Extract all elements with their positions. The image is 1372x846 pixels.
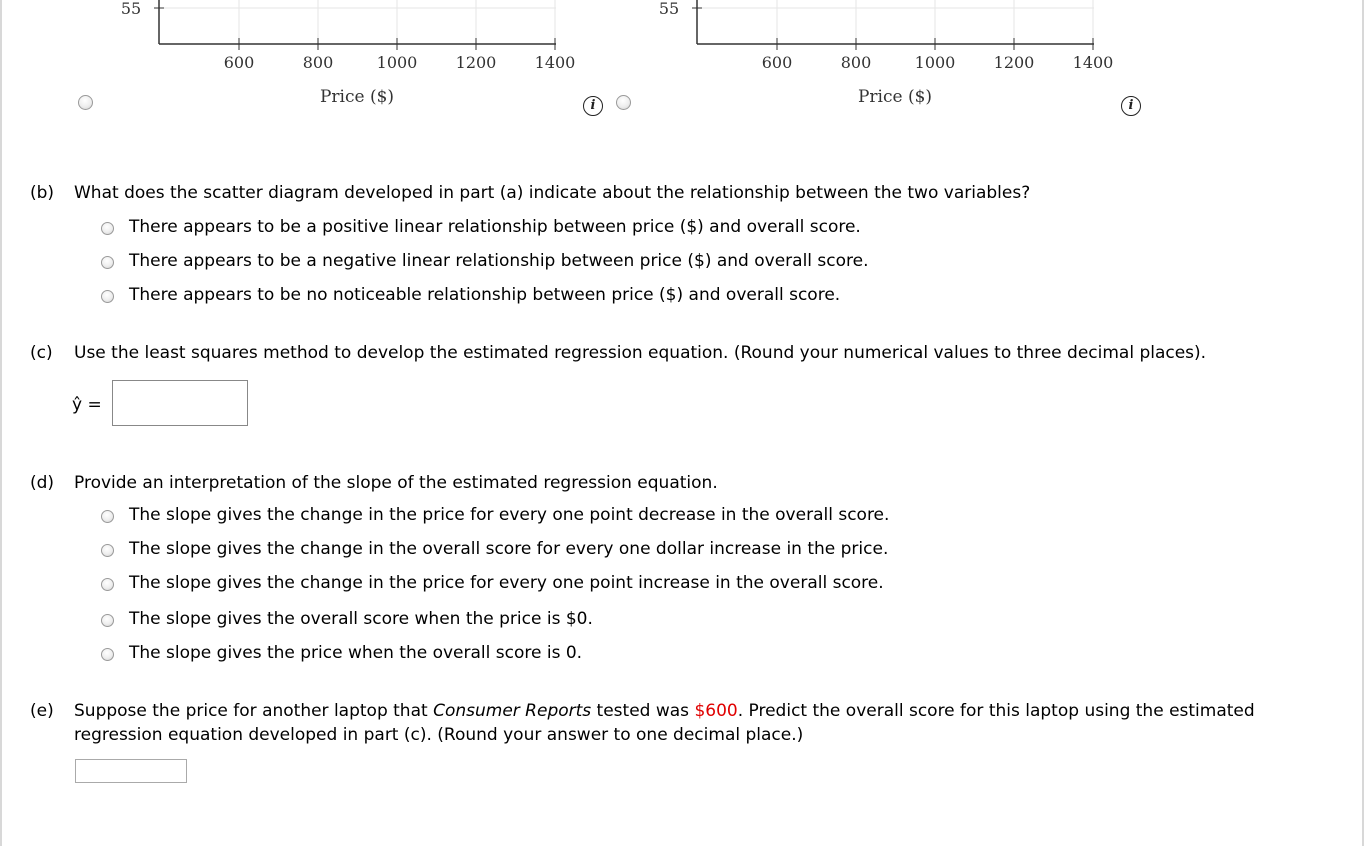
part-d-option-5-radio[interactable]	[101, 648, 114, 661]
part-e-question	[30, 701, 1255, 721]
chart-option-2-radio[interactable]	[616, 95, 631, 110]
part-d-option-3-label[interactable]: The slope gives the change in the price for every one point increase in the overall score.	[129, 573, 884, 593]
part-c-question	[30, 343, 1206, 363]
part-c-question-text: Use the least squares method to develop the estimated regression equation. (Round your numerical values to three decimal places).	[74, 343, 1207, 363]
part-d-question	[30, 473, 718, 493]
info-icon[interactable]: i	[583, 96, 603, 116]
regression-equation-input[interactable]	[112, 380, 248, 426]
x-axis-title: Price ($)	[319, 87, 395, 107]
part-b-option-1-radio[interactable]	[101, 222, 114, 235]
part-b-option-3-radio[interactable]	[101, 290, 114, 303]
part-e-text-after: . Predict the overall score for this laptop using the estimated	[737, 701, 1255, 721]
part-d-label: (d)	[30, 473, 55, 493]
x-axis-title: Price ($)	[857, 87, 933, 107]
part-b-option-2-label[interactable]: There appears to be a negative linear relationship between price ($) and overall score.	[129, 251, 869, 271]
part-d-option-4-radio[interactable]	[101, 614, 114, 627]
y-tick-label: 55	[120, 0, 142, 18]
part-e-text-middle: tested was	[591, 701, 695, 721]
part-b-option-2-radio[interactable]	[101, 256, 114, 269]
y-tick-label: 55	[658, 0, 680, 18]
part-d-option-1-label[interactable]: The slope gives the change in the price for every one point decrease in the overall score.	[129, 505, 890, 525]
part-b-option-1-label[interactable]: There appears to be a positive linear relationship between price ($) and overall score.	[129, 217, 861, 237]
part-e-publication: Consumer Reports	[433, 701, 592, 721]
part-e-label: (e)	[30, 701, 54, 721]
x-tick-label: 1400	[534, 53, 576, 72]
part-e-question-line2: regression equation developed in part (c). (Round your answer to one decimal place.)	[74, 725, 804, 745]
frame-border-left	[0, 0, 2, 846]
part-d-question-text: Provide an interpretation of the slope of the estimated regression equation.	[74, 473, 718, 493]
x-tick-label: 800	[840, 53, 872, 72]
part-d-option-4-label[interactable]: The slope gives the overall score when the price is $0.	[129, 609, 593, 629]
x-tick-label: 800	[302, 53, 334, 72]
part-d-option-2-radio[interactable]	[101, 544, 114, 557]
x-tick-label: 1400	[1072, 53, 1114, 72]
part-e-price-value: $600	[694, 701, 738, 721]
x-tick-label: 1000	[914, 53, 956, 72]
yhat-label: ŷ =	[72, 395, 102, 415]
part-d-option-1-radio[interactable]	[101, 510, 114, 523]
x-tick-label: 1200	[993, 53, 1035, 72]
chart-option-1-radio[interactable]	[78, 95, 93, 110]
part-d-option-2-label[interactable]: The slope gives the change in the overall score for every one dollar increase in the price.	[129, 539, 889, 559]
info-icon[interactable]: i	[1121, 96, 1141, 116]
x-tick-label: 600	[223, 53, 255, 72]
part-b-question-text: What does the scatter diagram developed in part (a) indicate about the relationship between the two variables?	[74, 183, 1031, 203]
part-b-option-3-label[interactable]: There appears to be no noticeable relationship between price ($) and overall score.	[129, 285, 841, 305]
x-tick-label: 600	[761, 53, 793, 72]
x-tick-label: 1200	[455, 53, 497, 72]
part-c-label: (c)	[30, 343, 53, 363]
part-d-option-5-label[interactable]: The slope gives the price when the overall score is 0.	[129, 643, 583, 663]
x-tick-label: 1000	[376, 53, 418, 72]
part-e-text-before: Suppose the price for another laptop that	[74, 701, 434, 721]
part-d-option-3-radio[interactable]	[101, 578, 114, 591]
part-b-label: (b)	[30, 183, 55, 203]
frame-border-right	[1362, 0, 1364, 846]
predicted-score-input[interactable]	[75, 759, 187, 783]
part-b-question	[30, 183, 1030, 203]
